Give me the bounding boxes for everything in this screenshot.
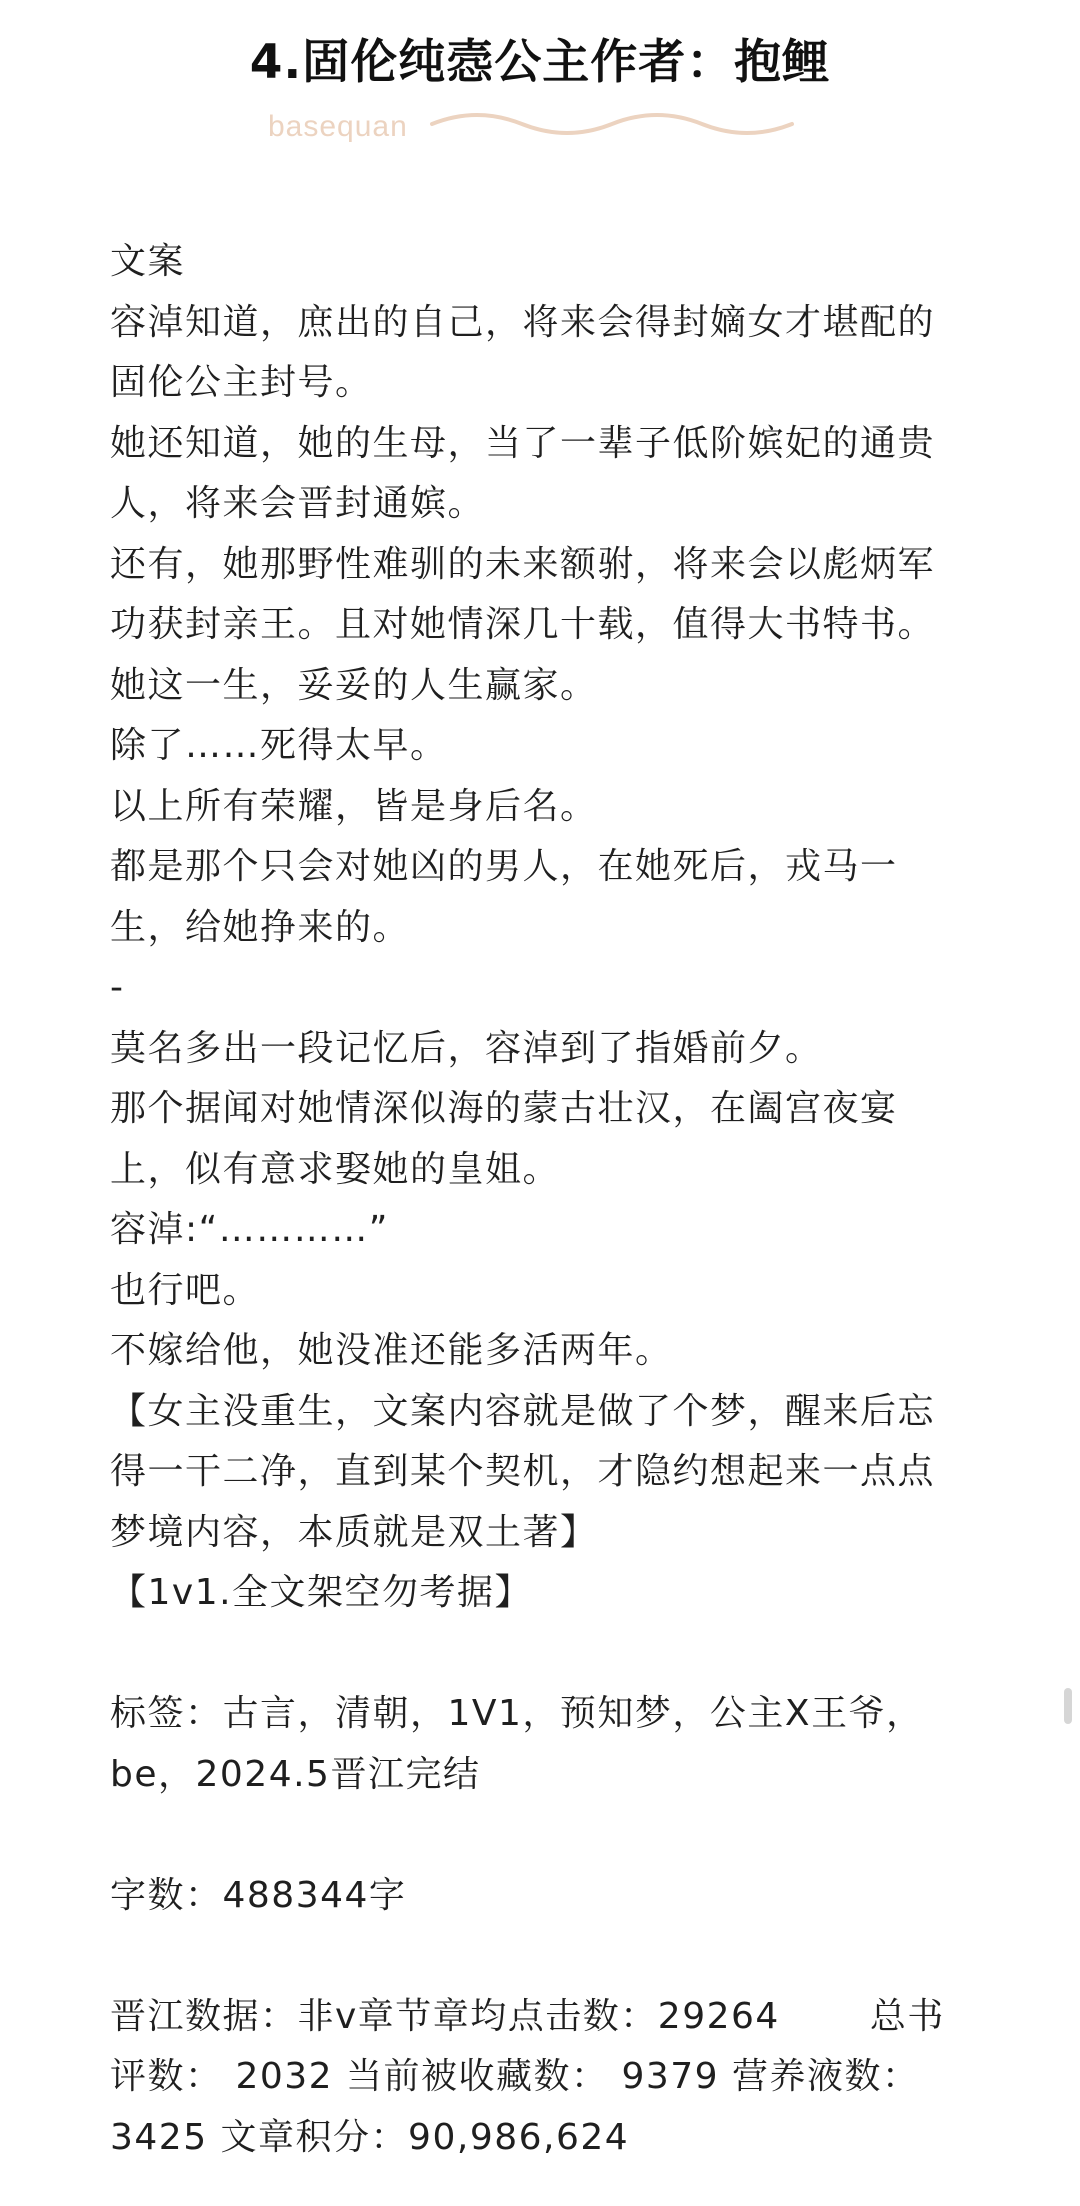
tags-line: be，2024.5晋江完结 [110, 1753, 481, 1795]
spacer [110, 1624, 990, 1685]
text-line: 梦境内容，本质就是双土著】 [110, 1511, 598, 1553]
text-line: 她还知道，她的生母，当了一辈子低阶嫔妃的通贵 [110, 422, 936, 464]
scrollbar[interactable] [1064, 1688, 1072, 1724]
stats-line [110, 1987, 990, 2048]
decorative-watermark-text: basequan [268, 110, 408, 143]
text-line: 功获封亲王。且对她情深几十载，值得大书特书。 [110, 604, 936, 645]
stats-line: 评数： 2032 当前被收藏数： 9379 营养液数： [110, 2056, 920, 2097]
text-line: 也行吧。 [110, 1269, 261, 1311]
text-line: 【1v1.全文架空勿考据】 [110, 1572, 533, 1613]
word-count: 字数：488344字 [110, 1874, 407, 1916]
wave-decoration-icon [262, 104, 822, 154]
text-line: 生，给她挣来的。 [110, 906, 411, 948]
stats-reviews-label: 总书 [869, 1995, 945, 2037]
stats-clicks: 晋江数据：非v章节章均点击数：29264 [110, 1995, 780, 2037]
text-line: 除了……死得太早。 [110, 725, 448, 766]
text-line: 上，似有意求娶她的皇姐。 [110, 1148, 561, 1190]
text-line: 还有，她那野性难驯的未来额驸，将来会以彪炳军 [110, 543, 936, 585]
text-line: 【女主没重生，文案内容就是做了个梦，醒来后忘 [110, 1390, 936, 1432]
article-body [110, 232, 990, 2168]
text-line: 那个据闻对她情深似海的蒙古壮汉，在阖宫夜宴 [110, 1088, 898, 1129]
text-line: 不嫁给他，她没准还能多活两年。 [110, 1330, 673, 1371]
text-line: 都是那个只会对她凶的男人，在她死后，戎马一 [110, 846, 898, 887]
text-line: 容淖:“…………” [110, 1209, 389, 1250]
text-line: 得一干二净，直到某个契机，才隐约想起来一点点 [110, 1451, 936, 1492]
tags-line: 标签：古言，清朝，1V1，预知梦，公主X王爷， [110, 1693, 924, 1734]
text-line: 人，将来会晋封通嫔。 [110, 483, 486, 524]
spacer [110, 1805, 990, 1866]
spacer [110, 1926, 990, 1987]
text-line: 固伦公主封号。 [110, 362, 373, 403]
text-line: 以上所有荣耀，皆是身后名。 [110, 785, 598, 827]
page-title: 4.固伦纯悫公主作者：抱鲤 [249, 35, 831, 90]
text-line: 她这一生，妥妥的人生赢家。 [110, 664, 598, 706]
stats-line: 3425 文章积分：90,986,624 [110, 2116, 630, 2158]
text-line: 莫名多出一段记忆后，容淖到了指婚前夕。 [110, 1027, 823, 1069]
text-line: - [110, 967, 125, 1008]
section-heading: 文案 [110, 241, 186, 282]
text-line: 容淖知道，庶出的自己，将来会得封嫡女才堪配的 [110, 301, 936, 343]
